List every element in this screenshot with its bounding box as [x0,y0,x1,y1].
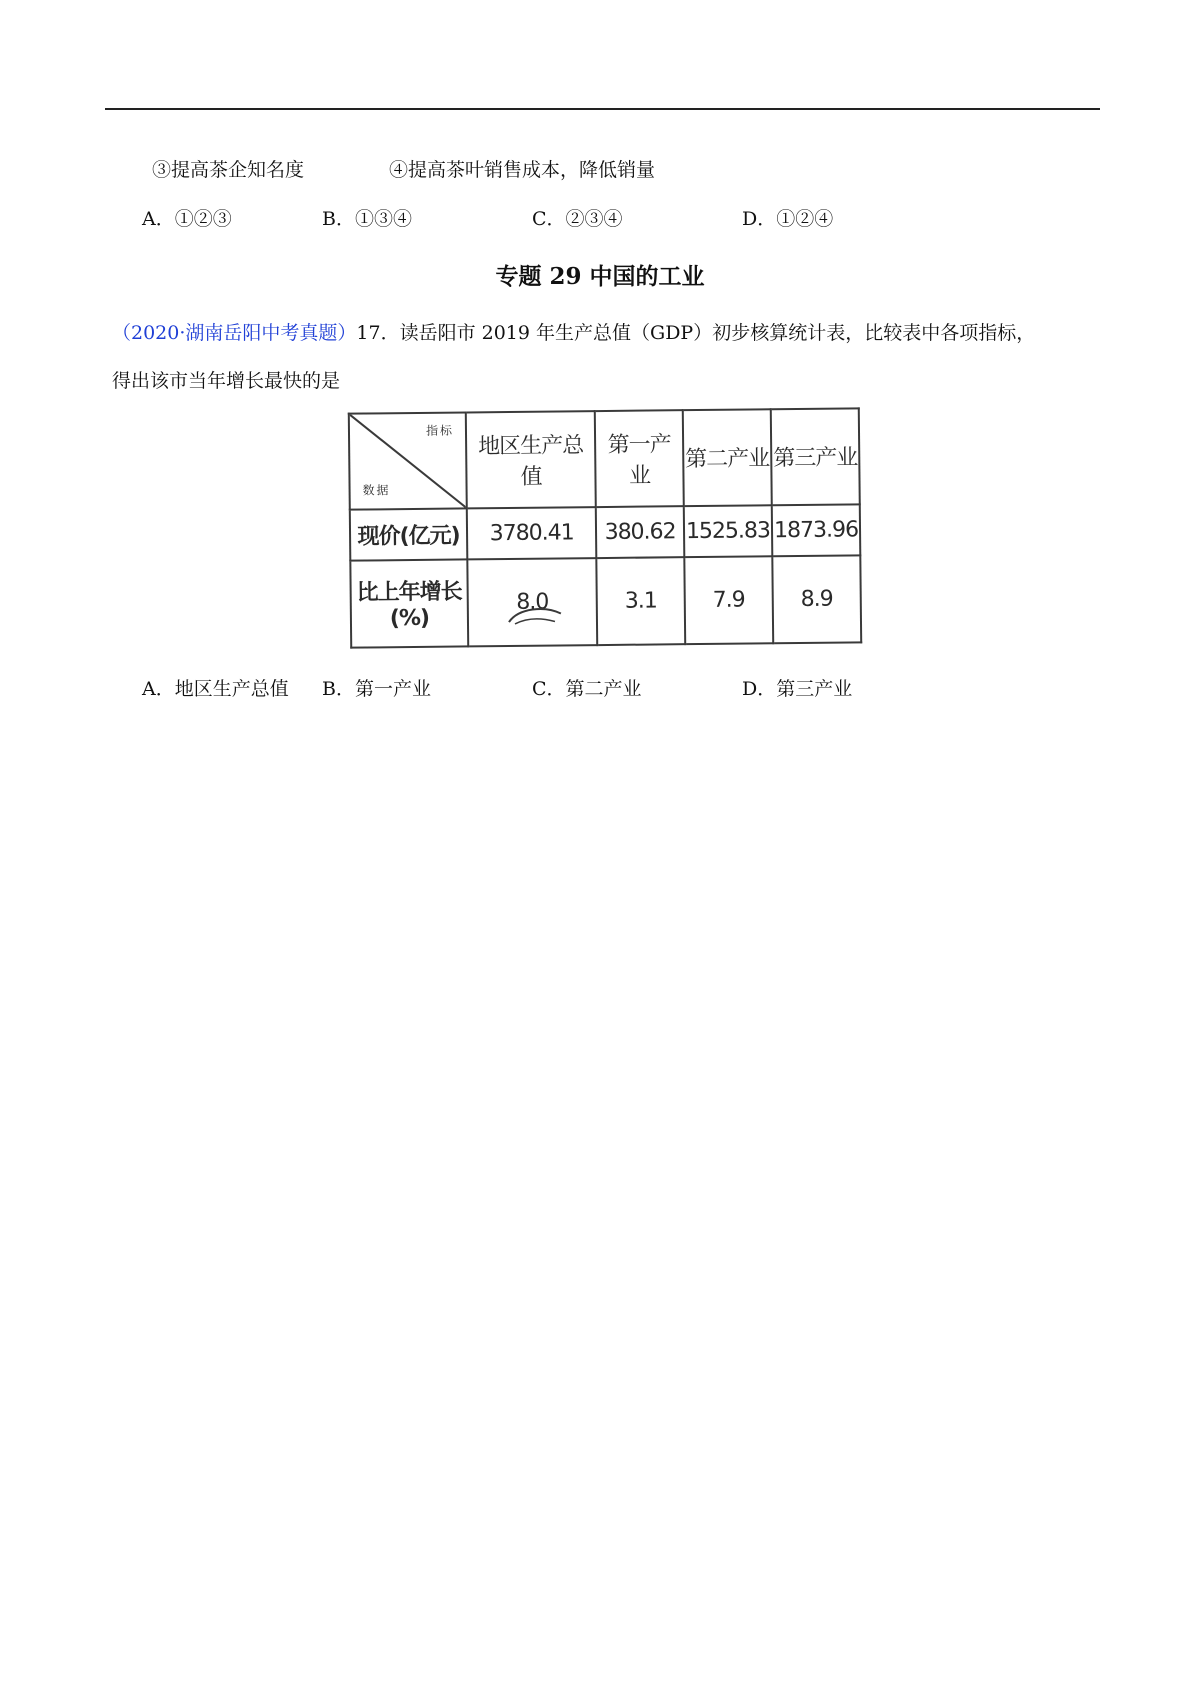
table-cell: 380.62 [596,506,684,558]
corner-label-top: 指 标 [426,423,452,438]
table-header-cell: 第一产业 [595,410,684,507]
gdp-table-scan [348,407,862,648]
table-header-row [349,408,860,509]
q17-option-d: D．第三产业 [742,678,853,700]
q17-option-b: B．第一产业 [322,678,431,700]
table-cell: 8.9 [772,555,861,643]
table-row [350,504,861,560]
q16-option-c: C．②③④ [532,208,623,230]
q16-item-4: ④提高茶叶销售成本，降低销量 [389,159,656,181]
q17-stem-line-1 [112,318,1035,345]
q17-source: （2020·湖南岳阳中考真题） [112,322,357,344]
q16-option-d: D．①②④ [742,208,834,230]
table-cell: 3780.41 [467,507,597,559]
circled-value-text: 8.0 [516,589,549,615]
q17-stem: 17．读岳阳市 2019 年生产总值（GDP）初步核算统计表，比较表中各项指标， [356,322,1036,344]
q17-option-c: C．第二产业 [532,678,642,700]
q16-option-b: B．①③④ [322,208,412,230]
table-cell [467,558,597,647]
q16-option-a: A．①②③ [142,208,232,230]
section-title: 专题 29 中国的工业 [495,263,705,290]
q16-item-3: ③提高茶企知名度 [152,159,305,181]
circled-value [516,589,548,614]
table-corner-cell [349,412,467,509]
pen-mark-icon [504,603,564,626]
corner-label-bottom: 数 据 [362,483,388,498]
row-label: 现价(亿元) [350,508,468,560]
gdp-table [348,407,862,648]
header-rule [105,108,1100,110]
q17-stem-line-2: 得出该市当年增长最快的是 [112,370,341,392]
table-header-cell: 地区生产总值 [466,411,596,508]
table-cell: 1873.96 [772,504,861,556]
table-cell: 7.9 [684,556,773,644]
table-cell: 1525.83 [684,505,773,557]
table-cell: 3.1 [597,557,686,645]
table-header-cell: 第三产业 [771,408,860,505]
row-label: 比上年增长(%) [350,559,468,647]
q17-option-a: A．地区生产总值 [142,678,289,700]
table-row [350,555,861,648]
table-header-cell: 第二产业 [683,409,772,506]
